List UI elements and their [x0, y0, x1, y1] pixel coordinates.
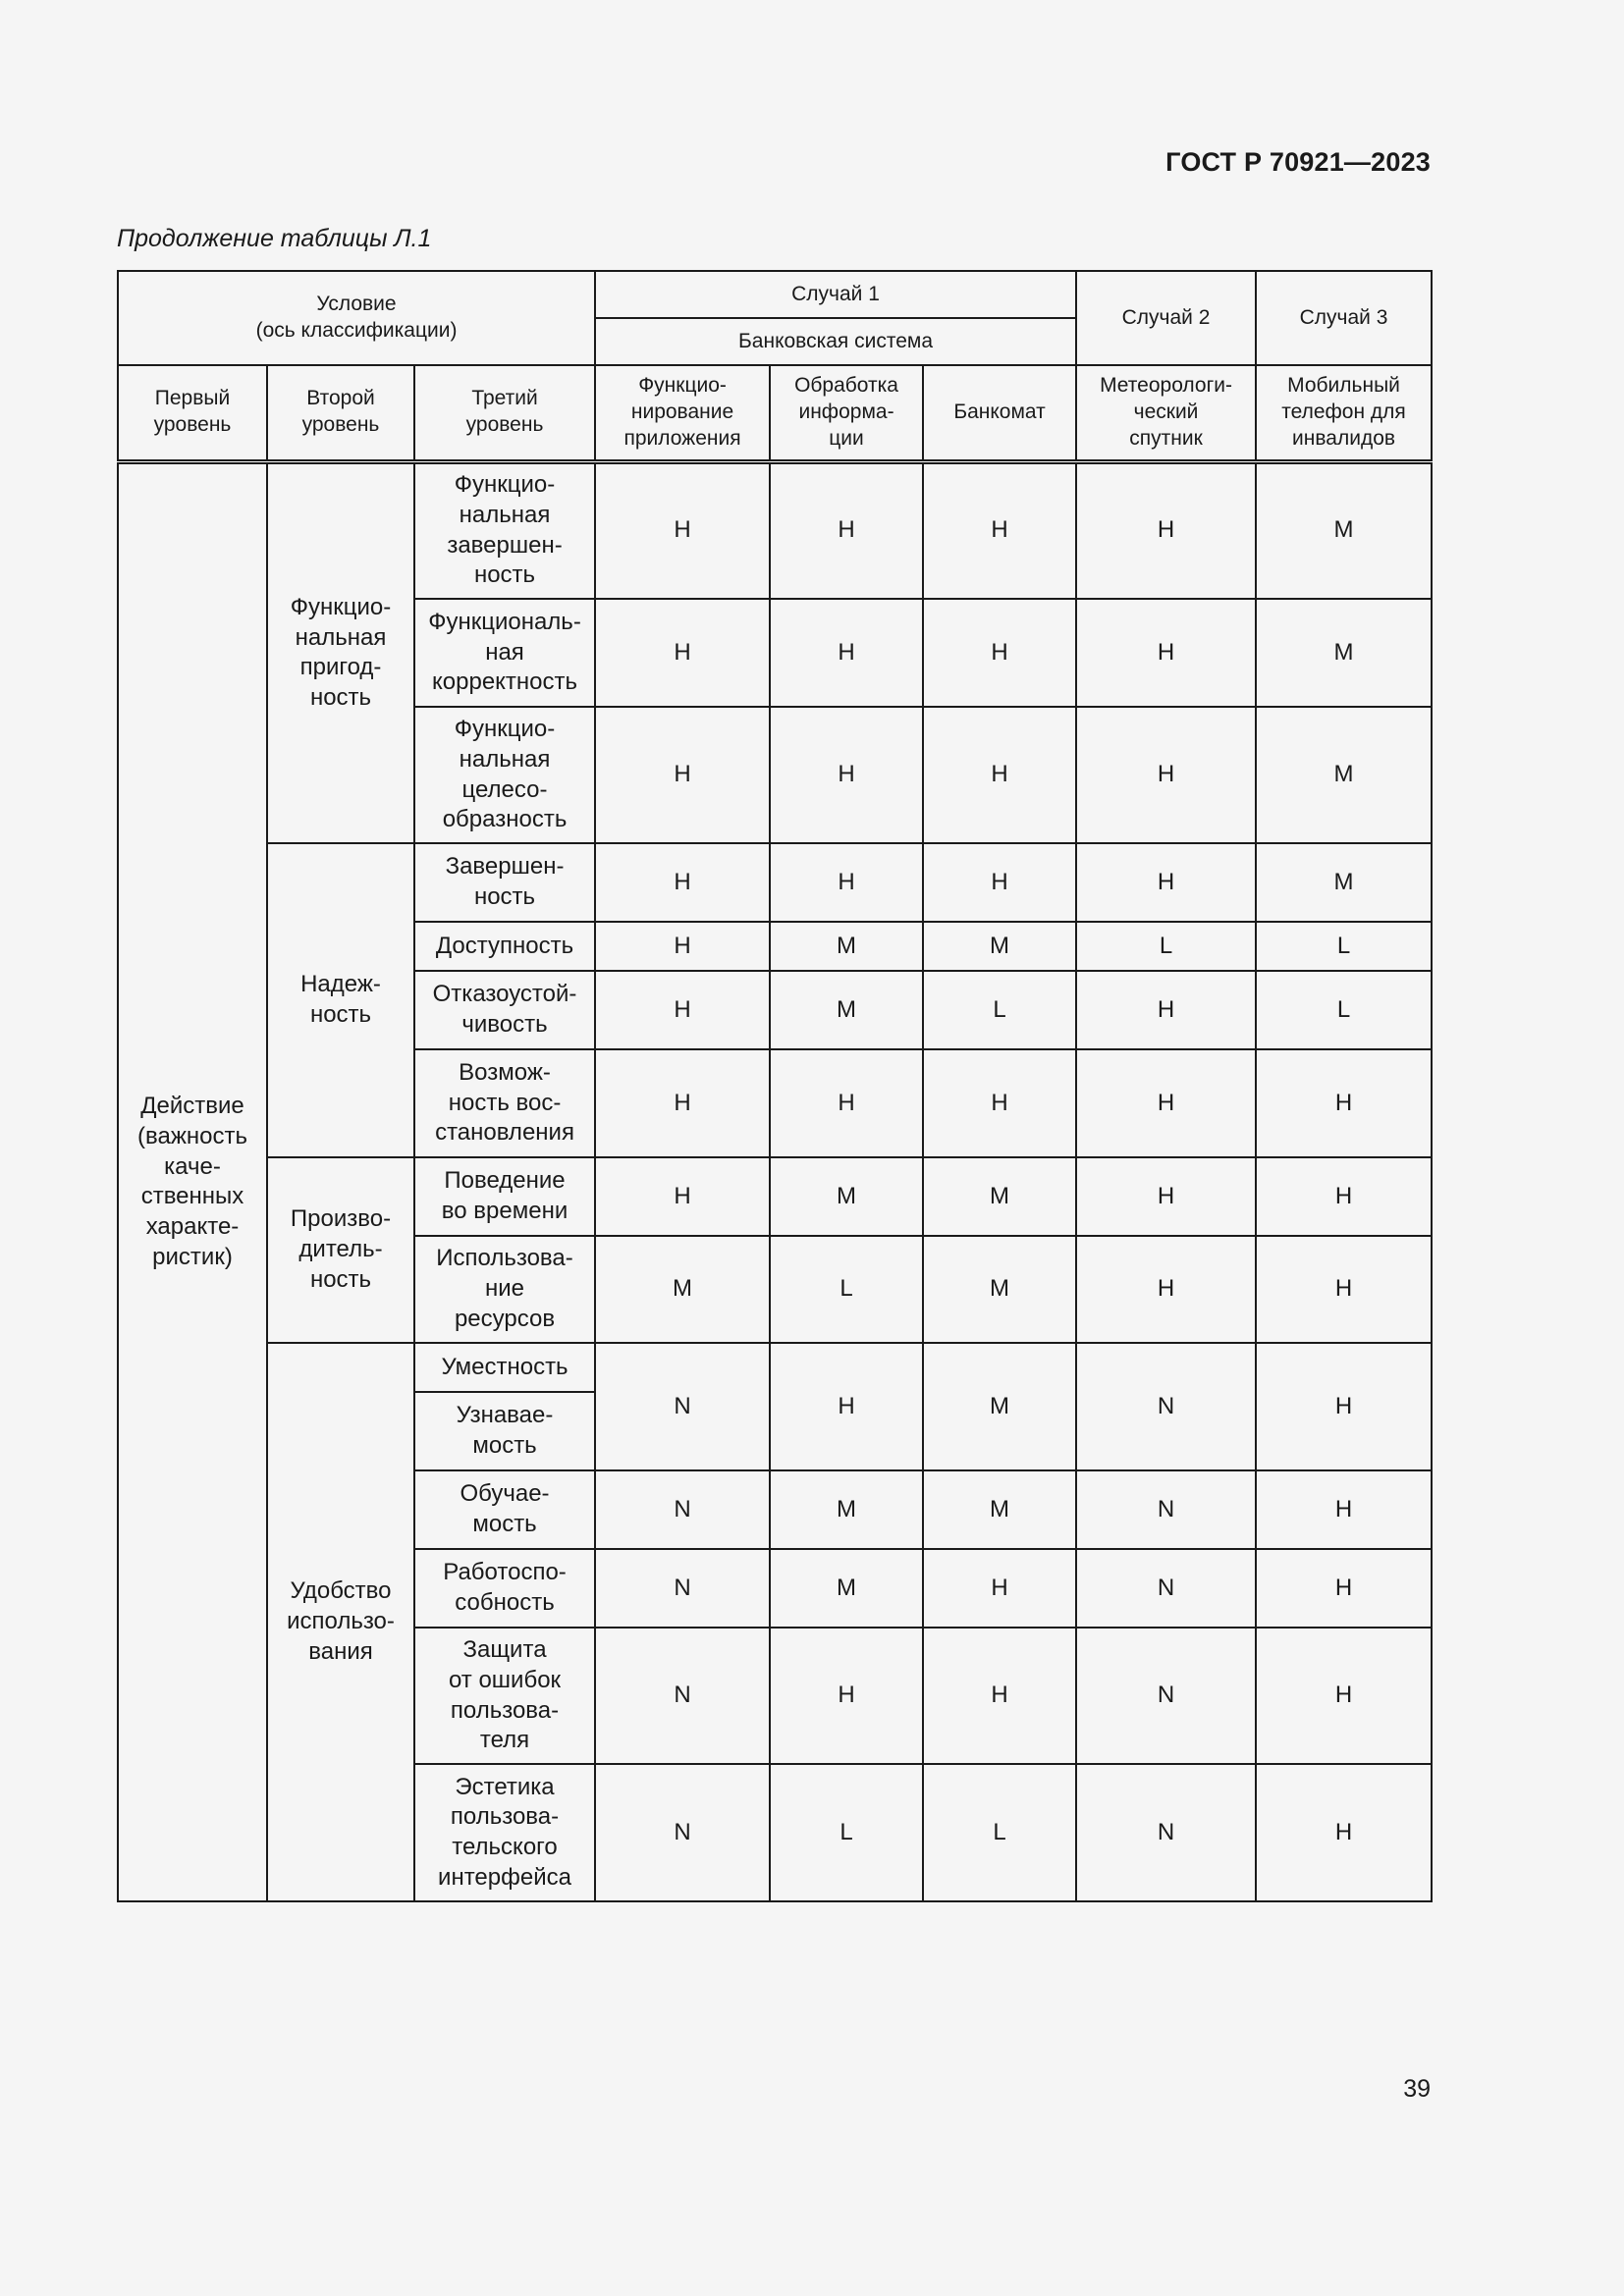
- value-cell: L: [1256, 922, 1432, 971]
- value-cell: H: [595, 1157, 770, 1236]
- condition-header: Условие (ось классификации): [118, 271, 595, 365]
- value-cell: M: [1256, 707, 1432, 843]
- table-caption: Продолжение таблицы Л.1: [117, 225, 432, 252]
- value-cell: H: [595, 1049, 770, 1157]
- value-cell: H: [595, 461, 770, 599]
- value-cell: L: [770, 1236, 923, 1343]
- value-cell: N: [595, 1549, 770, 1628]
- value-cell: H: [1076, 1157, 1256, 1236]
- third-level-label: Доступность: [414, 922, 595, 971]
- value-cell: L: [1256, 971, 1432, 1049]
- value-cell: L: [923, 1764, 1076, 1901]
- value-cell: M: [923, 1470, 1076, 1549]
- third-level-label: Функциональ- ная корректность: [414, 599, 595, 707]
- value-cell: H: [595, 599, 770, 707]
- value-cell: H: [1256, 1343, 1432, 1470]
- third-level-label: Завершен- ность: [414, 843, 595, 922]
- value-cell: M: [923, 1236, 1076, 1343]
- group-cell: Удобство использо- вания: [267, 1343, 414, 1901]
- value-cell: H: [1256, 1628, 1432, 1764]
- value-cell: N: [595, 1343, 770, 1470]
- case1-header: Случай 1: [595, 271, 1076, 318]
- first-level-cell: Действие (важность каче- ственных характе- ристик): [118, 461, 267, 1901]
- value-cell: H: [1256, 1470, 1432, 1549]
- value-cell: N: [1076, 1549, 1256, 1628]
- value-cell: N: [1076, 1628, 1256, 1764]
- value-cell: H: [1076, 971, 1256, 1049]
- value-cell: H: [923, 1049, 1076, 1157]
- value-cell: H: [595, 707, 770, 843]
- value-cell: H: [770, 1628, 923, 1764]
- column-info-processing: Обработка информа- ции: [770, 365, 923, 461]
- value-cell: H: [923, 843, 1076, 922]
- value-cell: M: [1256, 599, 1432, 707]
- value-cell: H: [923, 1549, 1076, 1628]
- second-level-header: Второй уровень: [267, 365, 414, 461]
- value-cell: H: [923, 1628, 1076, 1764]
- value-cell: H: [1076, 1049, 1256, 1157]
- page-number: 39: [1403, 2075, 1431, 2103]
- value-cell: H: [770, 599, 923, 707]
- third-level-label: Отказоустой- чивость: [414, 971, 595, 1049]
- third-level-label: Функцио- нальная целесо- образность: [414, 707, 595, 843]
- value-cell: L: [770, 1764, 923, 1901]
- value-cell: H: [770, 707, 923, 843]
- third-level-label: Уместность: [414, 1343, 595, 1392]
- value-cell: M: [770, 1157, 923, 1236]
- value-cell: H: [923, 461, 1076, 599]
- value-cell: H: [770, 1343, 923, 1470]
- value-cell: M: [770, 1470, 923, 1549]
- value-cell: N: [1076, 1764, 1256, 1901]
- third-level-label: Возмож- ность вос- становления: [414, 1049, 595, 1157]
- value-cell: H: [770, 843, 923, 922]
- value-cell: H: [770, 461, 923, 599]
- group-cell: Надеж- ность: [267, 843, 414, 1157]
- third-level-label: Функцио- нальная завершен- ность: [414, 461, 595, 599]
- first-level-header: Первый уровень: [118, 365, 267, 461]
- third-level-label: Защита от ошибок пользова- теля: [414, 1628, 595, 1764]
- group-cell: Произво- дитель- ность: [267, 1157, 414, 1343]
- value-cell: H: [1076, 461, 1256, 599]
- value-cell: M: [770, 971, 923, 1049]
- value-cell: H: [1076, 1236, 1256, 1343]
- value-cell: N: [595, 1470, 770, 1549]
- value-cell: H: [595, 922, 770, 971]
- value-cell: H: [923, 707, 1076, 843]
- value-cell: M: [770, 1549, 923, 1628]
- value-cell: N: [595, 1628, 770, 1764]
- classification-table: [117, 270, 1433, 1902]
- value-cell: M: [1256, 843, 1432, 922]
- third-level-label: Узнавае- мость: [414, 1392, 595, 1470]
- value-cell: N: [595, 1764, 770, 1901]
- value-cell: M: [923, 1343, 1076, 1470]
- third-level-label: Работоспо- собность: [414, 1549, 595, 1628]
- value-cell: M: [923, 922, 1076, 971]
- value-cell: H: [595, 843, 770, 922]
- value-cell: N: [1076, 1470, 1256, 1549]
- value-cell: L: [923, 971, 1076, 1049]
- value-cell: N: [1076, 1343, 1256, 1470]
- column-mobile-phone: Мобильный телефон для инвалидов: [1256, 365, 1432, 461]
- value-cell: M: [770, 922, 923, 971]
- bank-system-header: Банковская система: [595, 318, 1076, 365]
- value-cell: M: [1256, 461, 1432, 599]
- document-code: ГОСТ Р 70921—2023: [1165, 147, 1431, 177]
- value-cell: H: [1076, 707, 1256, 843]
- case2-header: Случай 2: [1076, 271, 1256, 365]
- value-cell: H: [923, 599, 1076, 707]
- value-cell: H: [1076, 599, 1256, 707]
- column-atm: Банкомат: [923, 365, 1076, 461]
- value-cell: L: [1076, 922, 1256, 971]
- value-cell: H: [1256, 1549, 1432, 1628]
- group-cell: Функцио- нальная пригод- ность: [267, 461, 414, 843]
- value-cell: H: [1256, 1236, 1432, 1343]
- column-app-functioning: Функцио- нирование приложения: [595, 365, 770, 461]
- third-level-label: Поведение во времени: [414, 1157, 595, 1236]
- third-level-header: Третий уровень: [414, 365, 595, 461]
- value-cell: H: [595, 971, 770, 1049]
- value-cell: M: [595, 1236, 770, 1343]
- value-cell: M: [923, 1157, 1076, 1236]
- value-cell: H: [1256, 1764, 1432, 1901]
- value-cell: H: [1256, 1049, 1432, 1157]
- value-cell: H: [1076, 843, 1256, 922]
- value-cell: H: [770, 1049, 923, 1157]
- value-cell: H: [1256, 1157, 1432, 1236]
- third-level-label: Обучае- мость: [414, 1470, 595, 1549]
- column-weather-satellite: Метеорологи- ческий спутник: [1076, 365, 1256, 461]
- case3-header: Случай 3: [1256, 271, 1432, 365]
- third-level-label: Эстетика пользова- тельского интерфейса: [414, 1764, 595, 1901]
- third-level-label: Использова- ние ресурсов: [414, 1236, 595, 1343]
